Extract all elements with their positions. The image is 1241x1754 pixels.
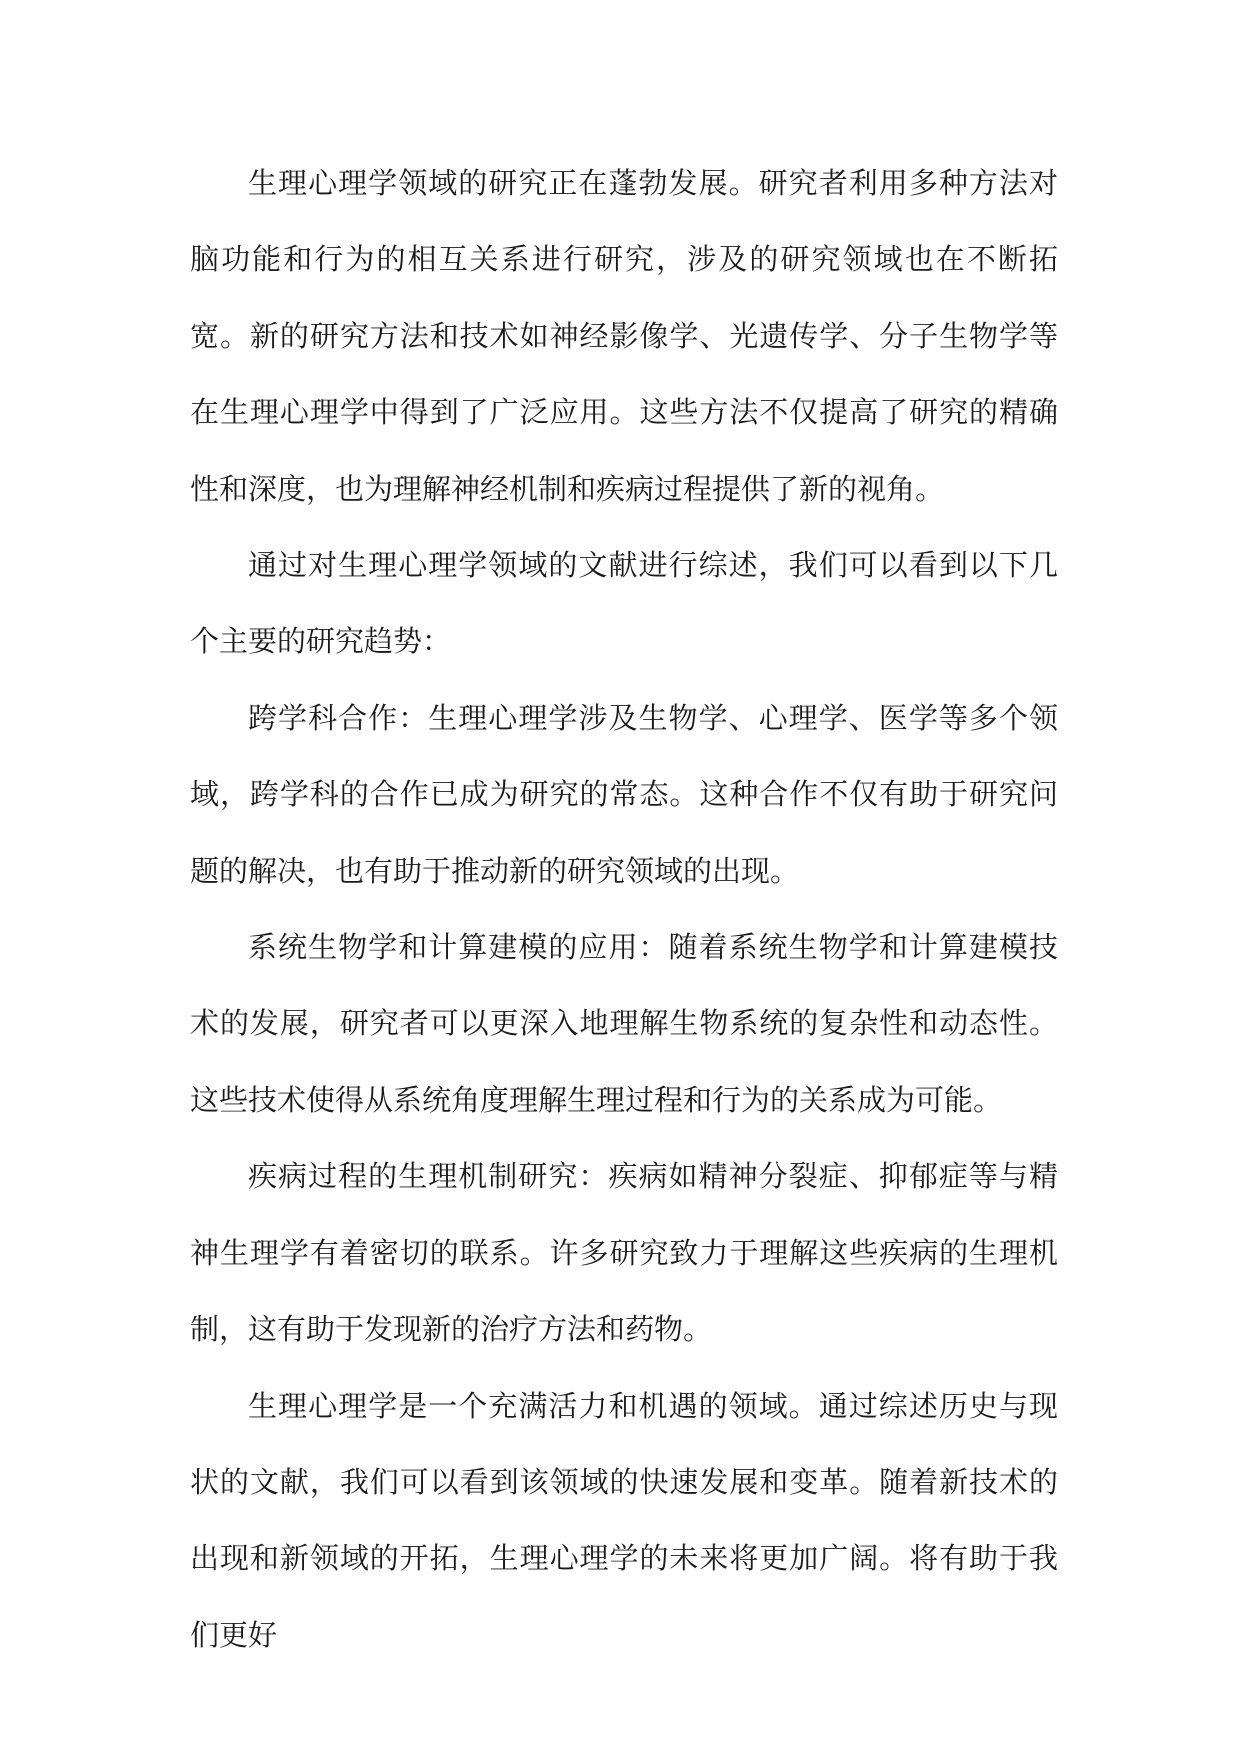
document-body [190, 145, 1058, 1673]
paragraph-research-trends-intro: 通过对生理心理学领域的文献进行综述，我们可以看到以下几个主要的研究趋势： [190, 548, 1058, 659]
paragraph-conclusion: 生理心理学是一个充满活力和机遇的领域。通过综述历史与现状的文献，我们可以看到该领域的快速发展和变革。随着新技术的出现和新领域的开拓，生理心理学的未来将更加广阔。将有助于我们更好 [190, 1388, 1058, 1652]
paragraph-interdisciplinary-cooperation: 跨学科合作：生理心理学涉及生物学、心理学、医学等多个领域，跨学科的合作已成为研究的常态。这种合作不仅有助于研究问题的解决，也有助于推动新的研究领域的出现。 [190, 700, 1058, 888]
paragraph-research-development: 生理心理学领域的研究正在蓬勃发展。研究者利用多种方法对脑功能和行为的相互关系进行研究，涉及的研究领域也在不断拓宽。新的研究方法和技术如神经影像学、光遗传学、分子生物学等在生理心理学中得到了广泛应用。这些方法不仅提高了研究的精确性和深度，也为理解神经机制和疾病过程提供了新的视角。 [190, 166, 1058, 506]
paragraph-systems-biology-modeling: 系统生物学和计算建模的应用：随着系统生物学和计算建模技术的发展，研究者可以更深入地理解生物系统的复杂性和动态性。这些技术使得从系统角度理解生理过程和行为的关系成为可能。 [190, 930, 1058, 1117]
paragraph-disease-mechanisms: 疾病过程的生理机制研究：疾病如精神分裂症、抑郁症等与精神生理学有着密切的联系。许多研究致力于理解这些疾病的生理机制，这有助于发现新的治疗方法和药物。 [190, 1159, 1058, 1347]
